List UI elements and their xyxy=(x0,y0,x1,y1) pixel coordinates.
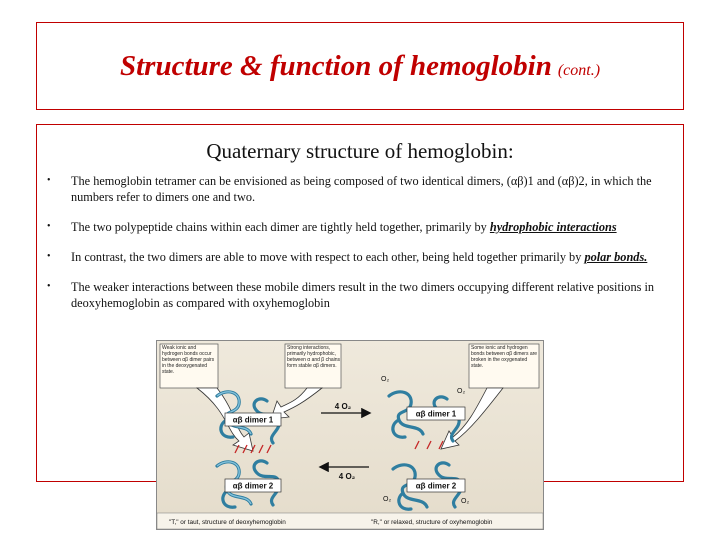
bullet-dot-icon: • xyxy=(47,281,51,292)
caption-oxy: "R," or relaxed, structure of oxyhemoglobin xyxy=(371,519,493,526)
bullet-item xyxy=(47,279,677,311)
bullet-dot-icon: • xyxy=(47,175,51,186)
note-strong: Strong interactions, primarily hydrophobic, between α and β chains form stable αβ dimers. xyxy=(287,345,341,369)
section-subtitle: Quaternary structure of hemoglobin: xyxy=(206,139,514,163)
dimer1-label-left: αβ dimer 1 xyxy=(232,415,274,425)
title-box xyxy=(36,22,684,110)
caption-deoxy: "T," or taut, structure of deoxyhemoglobin xyxy=(169,519,286,526)
emphasis-polar-bonds: polar bonds. xyxy=(584,250,648,264)
bullet-text: The two polypeptide chains within each dimer are tightly held together, primarily by xyxy=(71,220,487,234)
o2-label: O₂ xyxy=(457,388,466,395)
emphasis-hydrophobic: hydrophobic interactions xyxy=(489,220,617,234)
slide-title-suffix: (cont.) xyxy=(557,61,601,79)
dimer2-label-right: αβ dimer 2 xyxy=(415,481,457,491)
note-some: Some ionic and hydrogen bonds between αβ dimers are broken in the oxygenated state. xyxy=(471,345,538,369)
bullet-list xyxy=(47,173,677,325)
bullet-text: The weaker interactions between these mobile dimers result in the two dimers occupying different relative positions in deoxyhemoglobin as compared with oxyhemoglobin xyxy=(71,280,655,310)
slide-title xyxy=(120,50,600,83)
arrow-bottom-label: 4 O₂ xyxy=(338,472,356,481)
bullet-dot-icon: • xyxy=(47,251,51,262)
hemoglobin-diagram xyxy=(157,341,543,529)
hemoglobin-figure xyxy=(156,340,544,530)
o2-label: O₂ xyxy=(461,498,470,505)
bullet-item xyxy=(47,173,677,205)
dimer2-label-left: αβ dimer 2 xyxy=(232,481,274,491)
o2-label: O₂ xyxy=(381,376,390,383)
bullet-item xyxy=(47,249,677,265)
arrow-top-label: 4 O₂ xyxy=(334,402,352,411)
o2-label: O₂ xyxy=(383,496,392,503)
slide-title-text: Structure & function of hemoglobin xyxy=(119,49,552,82)
bullet-item xyxy=(47,219,677,235)
dimer1-label-right: αβ dimer 1 xyxy=(415,409,457,419)
note-weak: Weak ionic and hydrogen bonds occur between αβ dimer pairs in the deoxygenated state. xyxy=(162,345,215,375)
bullet-text: In contrast, the two dimers are able to move with respect to each other, being held together primarily by xyxy=(71,250,582,264)
bullet-dot-icon: • xyxy=(47,221,51,232)
bullet-text: The hemoglobin tetramer can be envisioned as being composed of two identical dimers, (αβ)1 and (αβ)2, in which the numbers refer to dimers one and two. xyxy=(71,174,652,204)
